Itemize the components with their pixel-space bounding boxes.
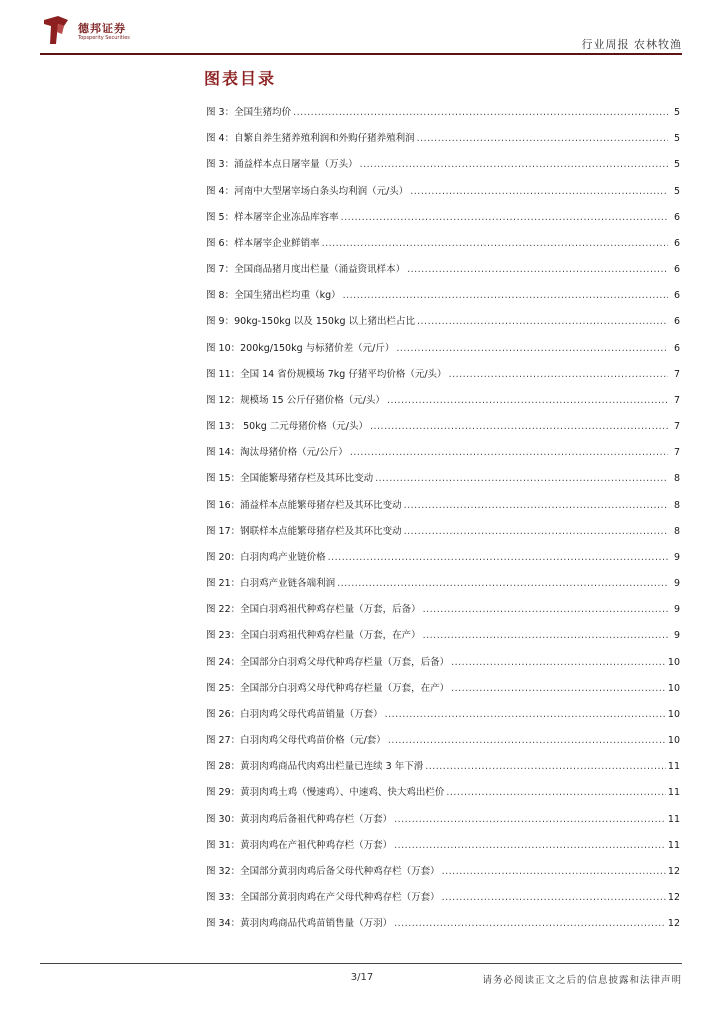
header-rule [40,53,682,55]
toc-leader-dots [442,866,666,877]
toc-entry-page: 11 [667,839,680,851]
toc-entry-page: 6 [673,290,680,302]
company-name: 德邦证券 [78,22,126,35]
footer-rule [40,963,682,964]
toc-entry[interactable] [206,104,680,130]
toc-leader-dots [387,395,668,406]
toc-entry-label: 图 23：全国白羽鸡祖代种鸡存栏量（万套，在产） [206,630,421,642]
toc-entry-page: 11 [667,761,680,773]
toc-entry-label: 图 24：全国部分白羽鸡父母代种鸡存栏量（万套，后备） [206,656,450,668]
toc-entry-label: 图 5：样本屠宰企业冻品库容率 [206,211,339,223]
toc-entry[interactable] [206,549,680,575]
toc-leader-dots [423,630,668,641]
toc-leader-dots [446,787,666,798]
toc-entry-label: 图 26：白羽肉鸡父母代鸡苗销量（万套） [206,708,383,720]
toc-leader-dots [388,735,666,746]
toc-leader-dots [396,343,668,354]
toc-entry[interactable] [206,863,680,889]
toc-entry-page: 10 [667,708,680,720]
toc-leader-dots [394,814,666,825]
toc-entry-label: 图 31：黄羽肉鸡在产祖代种鸡存栏（万套） [206,839,393,851]
toc-entry-page: 10 [667,656,680,668]
toc-entry-label: 图 11：全国 14 省份规模场 7kg 仔猪平均价格（元/头） [206,368,447,380]
report-type: 行业周报 农林牧渔 [581,38,682,51]
toc-entry-page: 12 [667,918,680,930]
toc-leader-dots [375,473,668,484]
toc-entry-label: 图 9：90kg-150kg 以及 150kg 以上猪出栏占比 [206,316,416,328]
company-logo-mark [40,14,72,48]
toc-entry-page: 6 [673,342,680,354]
toc-leader-dots [410,186,668,197]
page-number: 3/17 [350,972,374,983]
footer-disclaimer: 请务必阅读正文之后的信息披露和法律声明 [482,975,682,986]
toc-entry-label: 图 33：全国部分黄羽肉鸡在产父母代种鸡存栏（万套） [206,892,440,904]
toc-entry-label: 图 10：200kg/150kg 与标猪价差（元/斤） [206,342,395,354]
toc-leader-dots [442,892,666,903]
toc-entry-page: 6 [673,237,680,249]
toc-entry[interactable] [206,209,680,235]
toc-entry[interactable] [206,811,680,837]
toc-entry-page: 11 [667,813,680,825]
toc-entry-page: 12 [667,892,680,904]
toc-leader-dots [417,133,668,144]
toc-entry[interactable] [206,889,680,915]
toc-leader-dots [394,918,666,929]
toc-leader-dots [417,316,668,327]
toc-entry-label: 图 7：全国商品猪月度出栏量（涌益资讯样本） [206,264,406,276]
toc-entry[interactable] [206,654,680,680]
toc-entry[interactable] [206,444,680,470]
toc-entry-label: 图 16：涌益样本点能繁母猪存栏及其环比变动 [206,499,402,511]
toc-entry-page: 9 [673,630,680,642]
toc-leader-dots [451,683,666,694]
toc-leader-dots [407,264,668,275]
toc-entry-label: 图 3：涌益样本点日屠宰量（万头） [206,159,358,171]
toc-leader-dots [337,578,668,589]
toc-entry-page: 6 [673,211,680,223]
toc-entry[interactable] [206,340,680,366]
toc-entry[interactable] [206,156,680,182]
toc-entry[interactable] [206,627,680,653]
toc-entry-label: 图 22：全国白羽鸡祖代种鸡存栏量（万套，后备） [206,604,421,616]
toc-entry-page: 5 [673,159,680,171]
toc-entry-label: 图 27：白羽肉鸡父母代鸡苗价格（元/套） [206,735,386,747]
page-header [0,0,724,60]
toc-entry-label: 图 4：自繁自养生猪养殖利润和外购仔猪养殖利润 [206,133,415,145]
toc-leader-dots [350,447,668,458]
toc-leader-dots [370,421,668,432]
toc-entry-page: 7 [673,394,680,406]
toc-entry-page: 7 [673,368,680,380]
toc-entry-label: 图 29：黄羽肉鸡土鸡（慢速鸡）、中速鸡、快大鸡出栏价 [206,787,445,799]
toc-entry-page: 6 [673,264,680,276]
toc-entry-page: 12 [667,865,680,877]
toc-entry-label: 图 32：全国部分黄羽肉鸡后备父母代种鸡存栏（万套） [206,865,440,877]
toc-entry-page: 8 [673,499,680,511]
company-logo [40,14,150,48]
toc-entry-page: 5 [673,133,680,145]
toc-entry-label: 图 34：黄羽肉鸡商品代鸡苗销售量（万羽） [206,918,393,930]
toc-entry[interactable] [206,575,680,601]
toc-entry-label: 图 12：规模场 15 公斤仔猪价格（元/头） [206,394,385,406]
toc-entry[interactable] [206,130,680,156]
toc-entry[interactable] [206,523,680,549]
company-name-en: Topsperity Securities [78,35,130,41]
toc-entry-label: 图 21：白羽鸡产业链各端利润 [206,578,336,590]
toc-entry-page: 8 [673,525,680,537]
toc-entry[interactable] [206,915,680,941]
toc-entry[interactable] [206,261,680,287]
toc-leader-dots [343,290,668,301]
toc-leader-dots [385,709,666,720]
toc-entry[interactable] [206,366,680,392]
toc-entry[interactable] [206,758,680,784]
toc-entry-page: 7 [673,447,680,459]
toc-leader-dots [404,526,668,537]
toc-entry-page: 9 [673,578,680,590]
toc-entry-label: 图 6：样本屠宰企业鲜销率 [206,237,320,249]
toc-entry[interactable] [206,680,680,706]
toc-entry-label: 图 30：黄羽肉鸡后备祖代种鸡存栏（万套） [206,813,393,825]
toc-entry-label: 图 4：河南中大型屠宰场白条头均利润（元/头） [206,185,409,197]
toc-entry-page: 9 [673,551,680,563]
toc-leader-dots [322,238,668,249]
toc-entry-page: 7 [673,421,680,433]
toc-entry-label: 图 28：黄羽肉鸡商品代肉鸡出栏量已连续 3 年下滑 [206,761,424,773]
toc-leader-dots [394,840,666,851]
toc-title: 图表目录 [204,69,277,88]
toc-leader-dots [360,159,668,170]
toc-entry-label: 图 13： 50kg 二元母猪价格（元/头） [206,421,368,433]
toc-leader-dots [328,552,668,563]
toc-entry[interactable] [206,732,680,758]
toc-entry[interactable] [206,183,680,209]
toc-entry[interactable] [206,470,680,496]
toc-list [206,104,680,942]
toc-entry-label: 图 15：全国能繁母猪存栏及其环比变动 [206,473,374,485]
toc-entry-page: 6 [673,316,680,328]
toc-entry-label: 图 8：全国生猪出栏均重（kg） [206,290,341,302]
toc-entry-page: 10 [667,735,680,747]
toc-leader-dots [293,107,668,118]
toc-leader-dots [451,657,666,668]
toc-entry[interactable] [206,837,680,863]
toc-leader-dots [449,369,668,380]
toc-entry-label: 图 20：白羽肉鸡产业链价格 [206,551,326,563]
toc-entry-page: 5 [673,107,680,118]
toc-entry[interactable] [206,235,680,261]
toc-entry[interactable] [206,392,680,418]
toc-leader-dots [423,604,668,615]
toc-entry[interactable] [206,706,680,732]
toc-entry[interactable] [206,497,680,523]
toc-entry-page: 5 [673,185,680,197]
toc-entry-page: 9 [673,604,680,616]
toc-entry[interactable] [206,418,680,444]
toc-entry[interactable] [206,784,680,810]
toc-entry[interactable] [206,313,680,339]
toc-entry[interactable] [206,601,680,627]
toc-entry-label: 图 25：全国部分白羽鸡父母代种鸡存栏量（万套，在产） [206,682,450,694]
toc-leader-dots [425,761,666,772]
toc-leader-dots [404,500,668,511]
toc-entry-label: 图 14：淘汰母猪价格（元/公斤） [206,447,348,459]
toc-entry-label: 图 17：钢联样本点能繁母猪存栏及其环比变动 [206,525,402,537]
toc-entry-page: 10 [667,682,680,694]
toc-entry-page: 11 [667,787,680,799]
toc-leader-dots [341,212,668,223]
toc-entry[interactable] [206,287,680,313]
toc-entry-page: 8 [673,473,680,485]
toc-entry-label: 图 3：全国生猪均价 [206,107,292,118]
